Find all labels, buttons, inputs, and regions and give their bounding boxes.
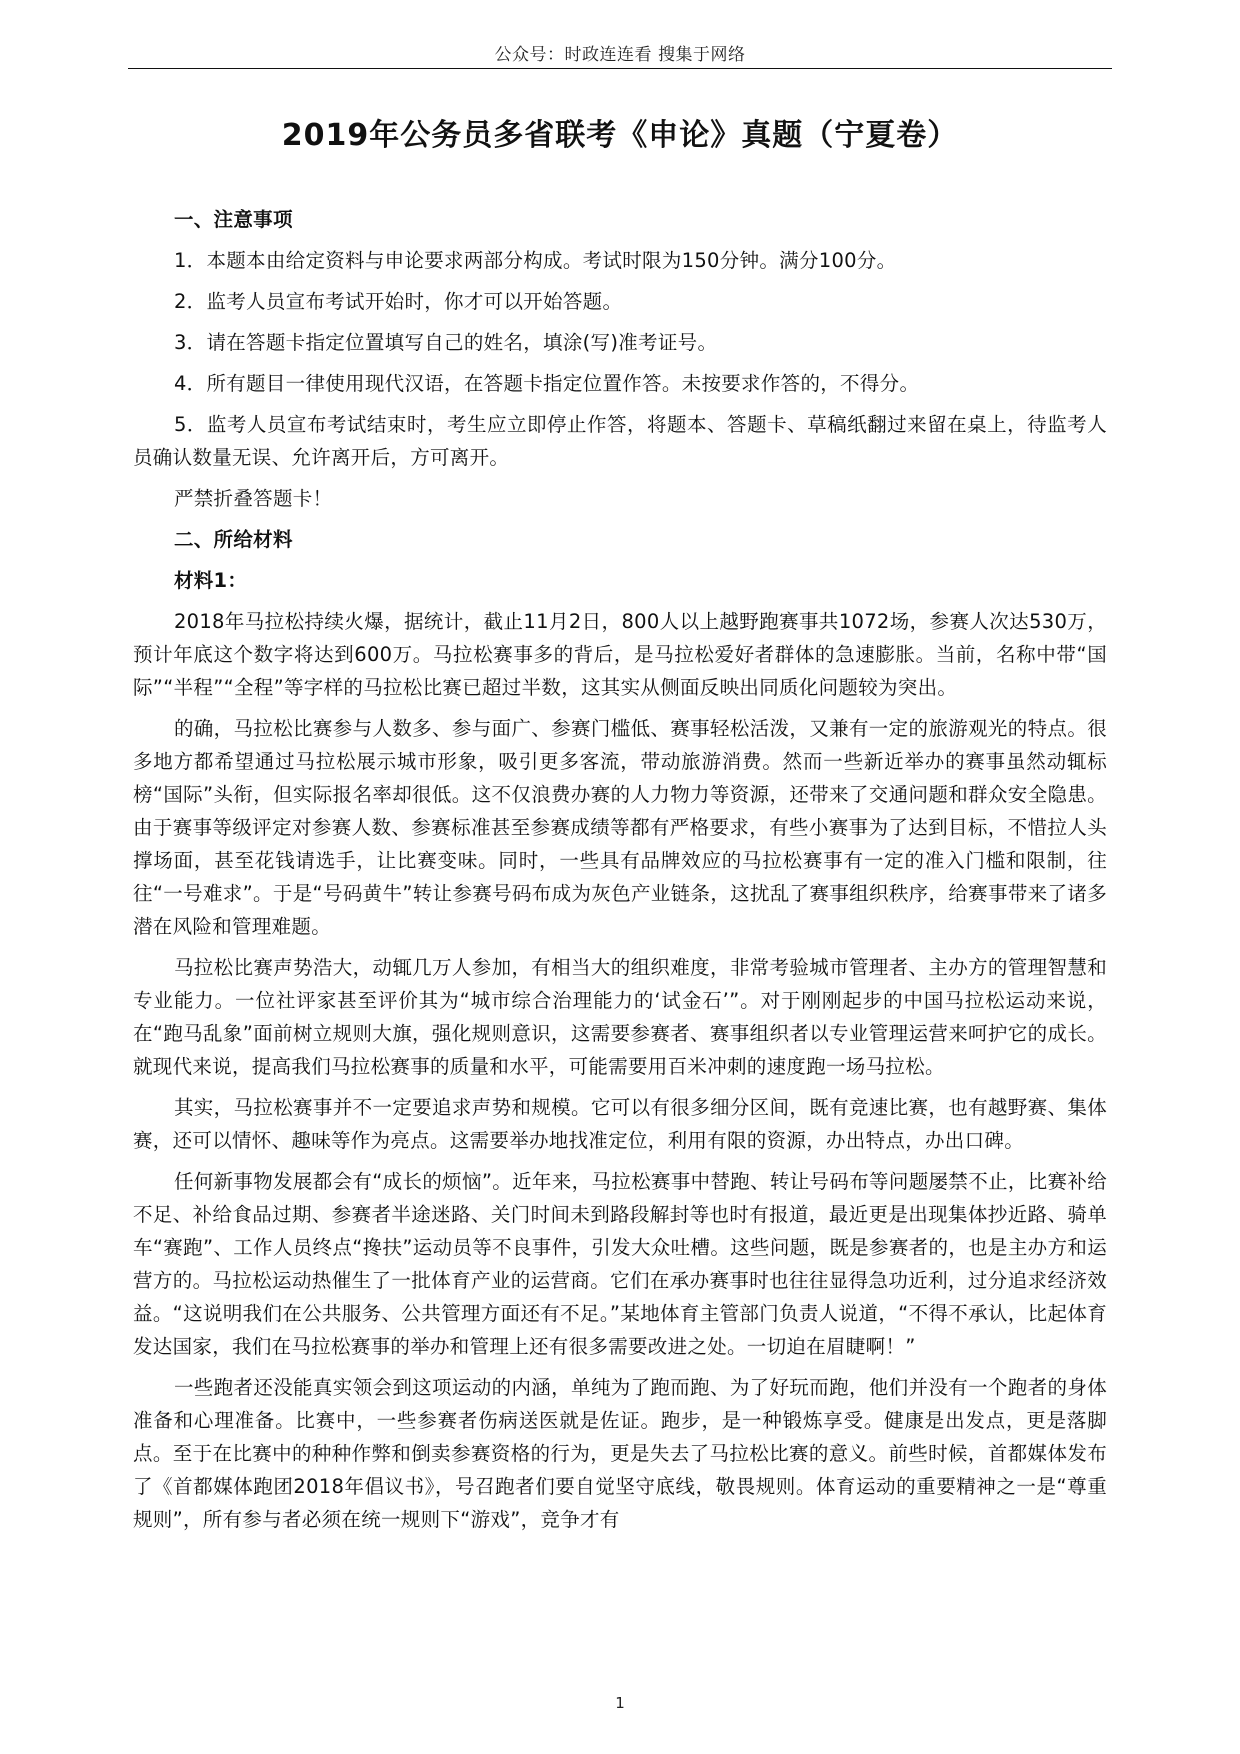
material-paragraph: 马拉松比赛声势浩大，动辄几万人参加，有相当大的组织难度，非常考验城市管理者、主办方的管理智慧和专业能力。一位社评家甚至评价其为“城市综合治理能力的‘试金石’”。对于刚刚起步的中国马拉松运动来说，在“跑马乱象”面前树立规则大旗，强化规则意识，这需要参赛者、赛事组织者以专业管理运营来呵护它的成长。就现代来说，提高我们马拉松赛事的质量和水平，可能需要用百米冲刺的速度跑一场马拉松。	[133, 956, 1107, 1078]
notice-item: 4．所有题目一律使用现代汉语，在答题卡指定位置作答。未按要求作答的，不得分。	[173, 372, 920, 395]
notice-heading: 一、注意事项	[173, 208, 293, 231]
page-header-source: 公众号：时政连连看 搜集于网络	[494, 45, 746, 65]
page-number: 1	[615, 1694, 625, 1712]
header-divider	[128, 68, 1112, 69]
material-paragraph: 一些跑者还没能真实领会到这项运动的内涵，单纯为了跑而跑、为了好玩而跑，他们并没有一个跑者的身体准备和心理准备。比赛中，一些参赛者伤病送医就是佐证。跑步，是一种锻炼享受。健康是出发点，更是落脚点。至于在比赛中的种种作弊和倒卖参赛资格的行为，更是失去了马拉松比赛的意义。前些时候，首都媒体发布了《首都媒体跑团2018年倡议书》，号召跑者们要自觉坚守底线，敬畏规则。体育运动的重要精神之一是“尊重规则”，所有参与者必须在统一规则下“游戏”，竞争才有	[133, 1376, 1107, 1531]
notice-item: 3．请在答题卡指定位置填写自己的姓名，填涂(写)准考证号。	[173, 331, 718, 354]
material-paragraph: 的确，马拉松比赛参与人数多、参与面广、参赛门槛低、赛事轻松活泼，又兼有一定的旅游观光的特点。很多地方都希望通过马拉松展示城市形象，吸引更多客流，带动旅游消费。然而一些新近举办的赛事虽然动辄标榜“国际”头衔，但实际报名率却很低。这不仅浪费办赛的人力物力等资源，还带来了交通问题和群众安全隐患。由于赛事等级评定对参赛人数、参赛标准甚至参赛成绩等都有严格要求，有些小赛事为了达到目标，不惜拉人头撑场面，甚至花钱请选手，让比赛变味。同时，一些具有品牌效应的马拉松赛事有一定的准入门槛和限制，往往“一号难求”。于是“号码黄牛”转让参赛号码布成为灰色产业链条，这扰乱了赛事组织秩序，给赛事带来了诸多潜在风险和管理难题。	[133, 717, 1107, 938]
materials-heading: 二、所给材料	[173, 528, 293, 551]
material-paragraph: 任何新事物发展都会有“成长的烦恼”。近年来，马拉松赛事中替跑、转让号码布等问题屡禁不止，比赛补给不足、补给食品过期、参赛者半途迷路、关门时间未到路段解封等也时有报道，最近更是出现集体抄近路、骑单车“赛跑”、工作人员终点“搀扶”运动员等不良事件，引发大众吐槽。这些问题，既是参赛者的，也是主办方和运营方的。马拉松运动热催生了一批体育产业的运营商。它们在承办赛事时也往往显得急功近利，过分追求经济效益。“这说明我们在公共服务、公共管理方面还有不足。”某地体育主管部门负责人说道，“不得不承认，比起体育发达国家，我们在马拉松赛事的举办和管理上还有很多需要改进之处。一切迫在眉睫啊！”	[133, 1170, 1107, 1358]
document-body	[133, 203, 1107, 1544]
material-1-label: 材料1：	[173, 569, 248, 592]
notice-item: 2．监考人员宣布考试开始时，你才可以开始答题。	[173, 290, 623, 313]
document-title: 2019年公务员多省联考《申论》真题（宁夏卷）	[281, 118, 959, 153]
material-paragraph: 其实，马拉松赛事并不一定要追求声势和规模。它可以有很多细分区间，既有竞速比赛，也有越野赛、集体赛，还可以情怀、趣味等作为亮点。这需要举办地找准定位，利用有限的资源，办出特点，办出口碑。	[133, 1096, 1107, 1152]
notice-item: 5．监考人员宣布考试结束时，考生应立即停止作答，将题本、答题卡、草稿纸翻过来留在桌上，待监考人员确认数量无误、允许离开后，方可离开。	[133, 413, 1107, 469]
notice-item: 1．本题本由给定资料与申论要求两部分构成。考试时限为150分钟。满分100分。	[173, 249, 897, 272]
notice-warning: 严禁折叠答题卡！	[173, 487, 333, 510]
material-paragraph: 2018年马拉松持续火爆，据统计，截止11月2日，800人以上越野跑赛事共1072场，参赛人次达530万，预计年底这个数字将达到600万。马拉松赛事多的背后，是马拉松爱好者群体的急速膨胀。当前，名称中带“国际”“半程”“全程”等字样的马拉松比赛已超过半数，这其实从侧面反映出同质化问题较为突出。	[133, 610, 1107, 699]
